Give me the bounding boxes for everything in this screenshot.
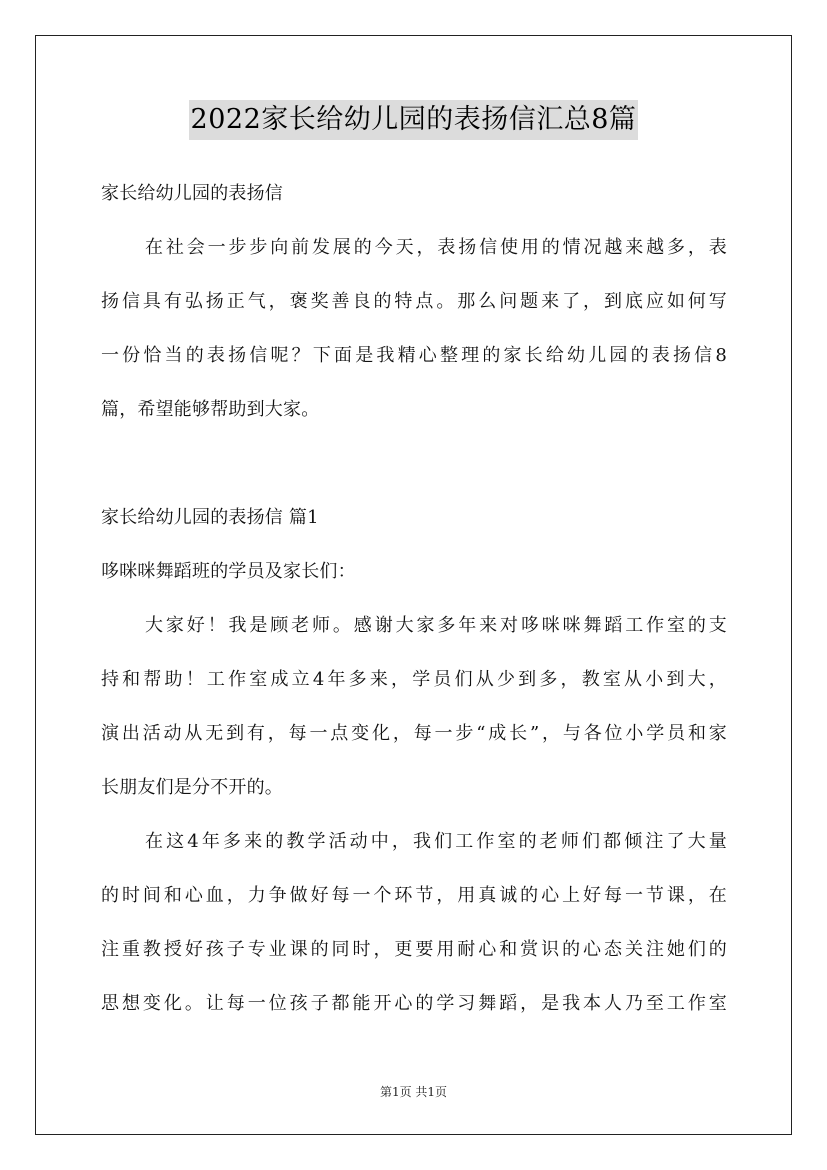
paragraph-line: 扬信具有弘扬正气，褒奖善良的特点。那么问题来了，到底应如何写 xyxy=(101,291,727,312)
paragraph-line: 思想变化。让每一位孩子都能开心的学习舞蹈，是我本人乃至工作室 xyxy=(101,993,727,1014)
title-container xyxy=(0,100,827,140)
paragraph-line: 大家好！我是顾老师。感谢大家多年来对哆咪咪舞蹈工作室的支 xyxy=(145,615,727,636)
section-heading: 家长给幼儿园的表扬信 xyxy=(101,183,283,204)
paragraph-line: 持和帮助！工作室成立4年多来，学员们从少到多，教室从小到大， xyxy=(101,669,727,690)
blank-line xyxy=(101,447,727,501)
section-heading: 家长给幼儿园的表扬信 篇1 xyxy=(101,507,319,528)
paragraph-line: 在社会一步步向前发展的今天，表扬信使用的情况越来越多，表 xyxy=(145,237,727,258)
paragraph-line: 一份恰当的表扬信呢？下面是我精心整理的家长给幼儿园的表扬信8 xyxy=(101,345,727,366)
paragraph-line: 演出活动从无到有，每一点变化，每一步“成长”，与各位小学员和家 xyxy=(101,723,727,744)
paragraph-line: 注重教授好孩子专业课的同时，更要用耐心和赏识的心态关注她们的 xyxy=(101,939,727,960)
paragraph-line: 篇，希望能够帮助到大家。 xyxy=(101,399,320,420)
document-title: 2022家长给幼儿园的表扬信汇总8篇 xyxy=(189,100,639,140)
paragraph-line: 在这4年多来的教学活动中，我们工作室的老师们都倾注了大量 xyxy=(145,831,727,852)
salutation: 哆咪咪舞蹈班的学员及家长们： xyxy=(101,561,356,582)
paragraph-line: 长朋友们是分不开的。 xyxy=(101,777,283,798)
paragraph-line: 的时间和心血，力争做好每一个环节，用真诚的心上好每一节课，在 xyxy=(101,885,727,906)
page-footer: 第1页 共1页 xyxy=(379,1085,448,1099)
document-body xyxy=(101,177,727,1041)
